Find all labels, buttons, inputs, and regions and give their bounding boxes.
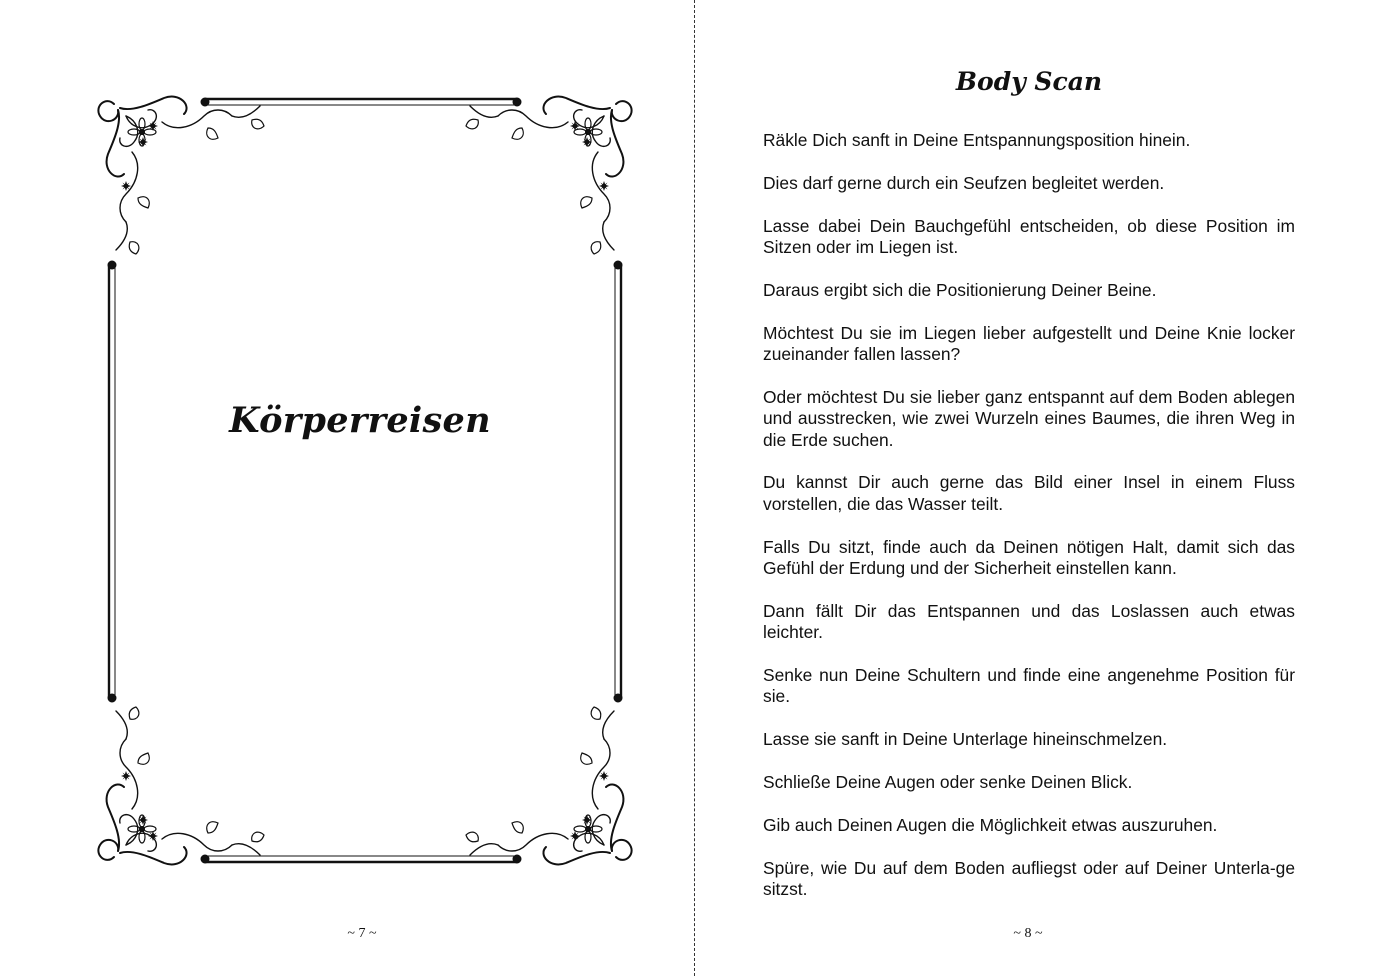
paragraph: Dann fällt Dir das Entspannen und das Loslassen auch etwas leichter.	[763, 600, 1295, 643]
section-title: Body Scan	[955, 67, 1103, 96]
right-page	[697, 0, 1390, 976]
paragraph: Falls Du sitzt, finde auch da Deinen nötigen Halt, damit sich das Gefühl der Erdung und der Sicherheit einstellen kann.	[763, 536, 1295, 579]
chapter-title: Körperreisen	[229, 400, 491, 441]
left-page	[0, 0, 694, 976]
paragraph: Möchtest Du sie im Liegen lieber aufgestellt und Deine Knie locker zueinander fallen lassen?	[763, 322, 1295, 364]
paragraph: Daraus ergibt sich die Positionierung Deiner Beine.	[763, 279, 1157, 300]
paragraph: Schließe Deine Augen oder senke Deinen Blick.	[763, 772, 1133, 793]
paragraph: Senke nun Deine Schultern und finde eine angenehme Position für sie.	[763, 665, 1295, 707]
paragraph: Lasse dabei Dein Bauchgefühl entscheiden, ob diese Position im Sitzen oder im Liegen ist.	[763, 215, 1295, 257]
ornamental-frame	[0, 0, 694, 976]
paragraph: Dies darf gerne durch ein Seufzen begleitet werden.	[763, 172, 1165, 193]
body-text	[763, 130, 1295, 922]
paragraph: Spüre, wie Du auf dem Boden aufliegst oder auf Deiner Unterla-ge sitzst.	[763, 857, 1295, 900]
paragraph: Lasse sie sanft in Deine Unterlage hineinschmelzen.	[763, 729, 1168, 750]
paragraph: Gib auch Deinen Augen die Möglichkeit etwas auszuruhen.	[763, 814, 1218, 835]
page-number-left: ~ 7 ~	[347, 926, 377, 941]
paragraph: Oder möchtest Du sie lieber ganz entspannt auf dem Boden ablegen und ausstrecken, wie zwei Wurzeln eines Baumes, die ihren Weg in die Erde suchen.	[763, 386, 1295, 450]
paragraph: Du kannst Dir auch gerne das Bild einer Insel in einem Fluss vorstellen, die das Wasser teilt.	[763, 472, 1295, 514]
page-fold-divider	[694, 0, 695, 976]
page-number-right: ~ 8 ~	[1013, 926, 1043, 941]
paragraph: Räkle Dich sanft in Deine Entspannungsposition hinein.	[763, 130, 1191, 150]
